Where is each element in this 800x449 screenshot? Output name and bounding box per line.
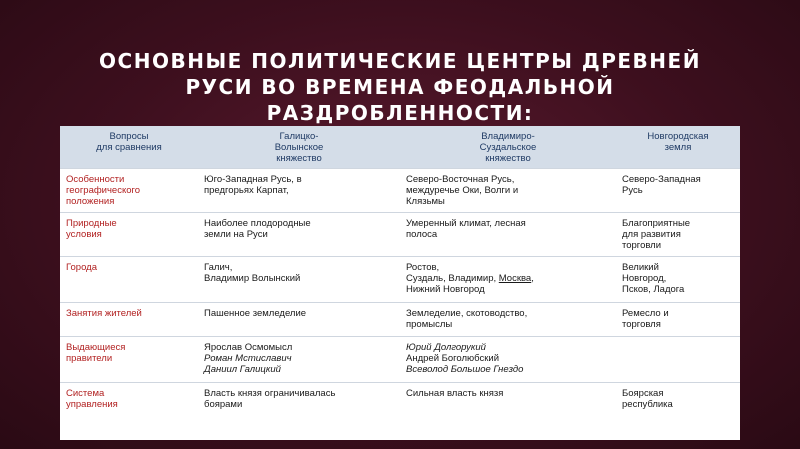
table-header-row <box>60 126 740 169</box>
novgorod-cell: Ремесло и торговля <box>616 303 740 337</box>
vladimir-cell: Умеренный климат, лесная полоса <box>400 213 616 257</box>
novgorod-cell: Благоприятные для развития торговли <box>616 213 740 257</box>
novgorod-cell: Северо-Западная Русь <box>616 169 740 213</box>
table-row <box>60 383 740 419</box>
galich-cell: Наиболее плодородные земли на Руси <box>198 213 400 257</box>
vladimir-cell: Земледелие, скотоводство, промыслы <box>400 303 616 337</box>
vladimir-cell: Юрий Долгорукий Андрей Боголюбский Всеволод Большое Гнездо <box>400 337 616 383</box>
table-row <box>60 257 740 303</box>
header-galich-volyn: Галицко- Волынское княжество <box>274 131 324 164</box>
page-title <box>60 48 740 126</box>
question-cell: Система управления <box>60 383 198 419</box>
header-questions: Вопросы для сравнения <box>96 131 162 153</box>
title-line: ОСНОВНЫЕ ПОЛИТИЧЕСКИЕ ЦЕНТРЫ ДРЕВНЕЙ <box>99 49 701 73</box>
question-cell: Города <box>60 257 198 303</box>
galich-cell: Юго-Западная Русь, в предгорьях Карпат, <box>198 169 400 213</box>
table-row <box>60 169 740 213</box>
question-cell: Занятия жителей <box>60 303 198 337</box>
galich-cell: Власть князя ограничивалась боярами <box>198 383 400 419</box>
novgorod-cell: Великий Новгород, Псков, Ладога <box>616 257 740 303</box>
vladimir-cell: Северо-Восточная Русь, междуречье Оки, Волги и Клязьмы <box>400 169 616 213</box>
comparison-table <box>60 126 740 440</box>
novgorod-cell <box>616 337 740 383</box>
vladimir-cell: Сильная власть князя <box>400 383 616 419</box>
moscow-link: Москва <box>498 273 532 284</box>
galich-cell: Пашенное земледелие <box>198 303 400 337</box>
galich-cell: Ярослав Осмомысл Роман Мстиславич Даниил Галицкий <box>198 337 400 383</box>
vladimir-cell: Ростов, Суздаль, Владимир, Москва, Нижний Новгород <box>400 257 616 303</box>
novgorod-cell: Боярская республика <box>616 383 740 419</box>
table-row <box>60 213 740 257</box>
question-cell: Особенности географического положения <box>60 169 198 213</box>
header-vladimir-suzdal: Владимиро- Суздальское княжество <box>479 131 537 164</box>
table-row <box>60 303 740 337</box>
title-line: РУСИ ВО ВРЕМЕНА ФЕОДАЛЬНОЙ <box>185 75 615 99</box>
title-line: РАЗДРОБЛЕННОСТИ: <box>266 101 534 125</box>
table-row <box>60 337 740 383</box>
question-cell: Выдающиеся правители <box>60 337 198 383</box>
galich-cell: Галич, Владимир Волынский <box>198 257 400 303</box>
question-cell: Природные условия <box>60 213 198 257</box>
header-novgorod: Новгородская земля <box>647 131 709 153</box>
